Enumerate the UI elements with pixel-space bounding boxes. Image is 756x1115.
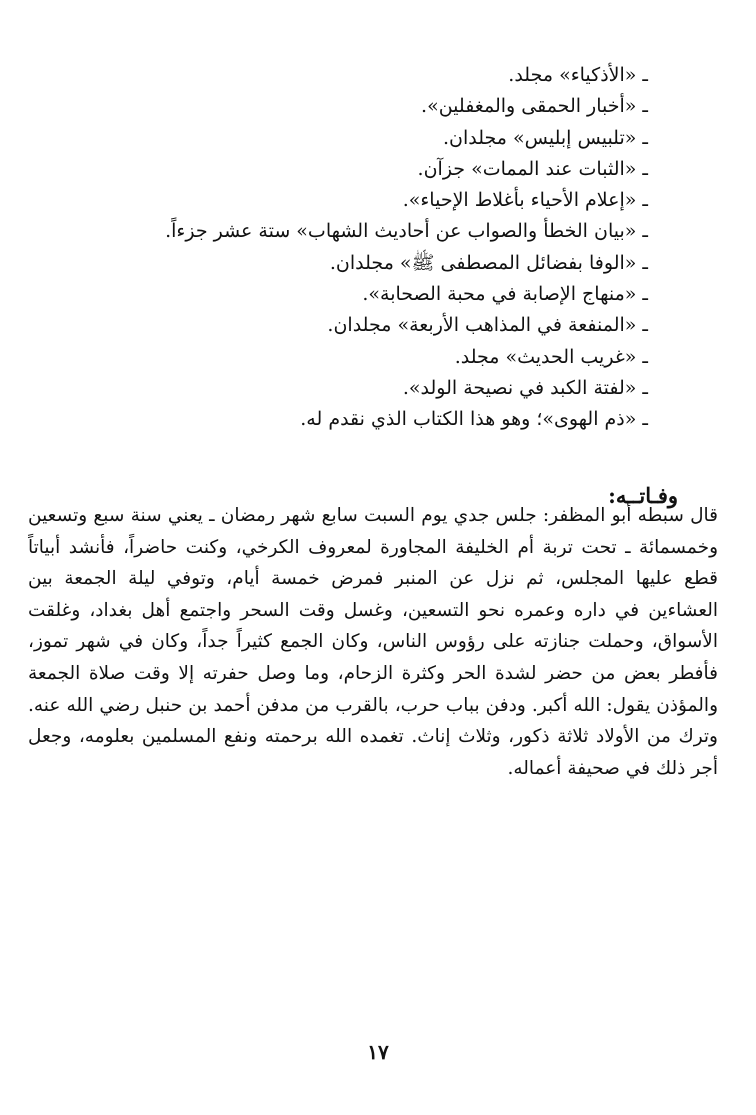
book-item: ـ «المنفعة في المذاهب الأربعة» مجلدان. xyxy=(327,314,648,337)
book-item: ـ «لفتة الكبد في نصيحة الولد». xyxy=(402,376,648,399)
book-item: ـ «تلبيس إبليس» مجلدان. xyxy=(443,126,648,149)
book-item: ـ «منهاج الإصابة في محبة الصحابة». xyxy=(362,283,648,306)
book-item: ـ «غريب الحديث» مجلد. xyxy=(454,345,648,368)
book-item: ـ «الأذكياء» مجلد. xyxy=(508,64,648,86)
section-heading: وفـاتــه: xyxy=(608,483,678,508)
book-item: ـ «الثبات عند الممات» جزآن. xyxy=(417,157,648,180)
death-paragraph: قال سبطه أبو المظفر: جلس جدي يوم السبت سابع شهر رمضان ـ يعني سنة سبع وتسعين وخمسمائة ـ تحت تربة أم الخليفة المجاورة لمعروف الكرخي، وكنت حاضراً، فأنشد أبياتاً قطع عليها المجلس، ثم نزل عن المنبر فمرض خمسة أيام، وتوفي ليلة الجمعة بين العشاءين في داره وعمره نحو التسعين، وغسل وقت السحر واجتمع أهل بغداد، وغلقت الأسواق، وحملت جنازته على رؤوس الناس، وكان الجمع كثيراً جداً، وكان في شهر تموز، فأفطر بعض من حضر لشدة الحر وكثرة الزحام، وما وصل حفرته إلا وقت صلاة الجمعة والمؤذن يقول: الله أكبر. ودفن بباب حرب، بالقرب من مدفن أحمد بن حنبل رضي الله عنه. وترك من الأولاد ثلاثة ذكور، وثلاث إناث. تغمده الله برحمته ونفع المسلمين بعلومه، وجعل أجر ذلك في صحيفة أعماله. xyxy=(28,505,718,779)
book-item: ـ «الوفا بفضائل المصطفى ﷺ» مجلدان. xyxy=(329,251,648,274)
book-item: ـ «بيان الخطأ والصواب عن أحاديث الشهاب» ستة عشر جزءاً. xyxy=(165,220,648,243)
book-item: ـ «إعلام الأحياء بأغلاط الإحياء». xyxy=(402,189,648,212)
book-item: ـ «أخبار الحمقى والمغفلين». xyxy=(421,95,648,118)
page-number: ١٧ xyxy=(367,1040,389,1064)
book-item: ـ «ذم الهوى»؛ وهو هذا الكتاب الذي نقدم له. xyxy=(300,408,648,431)
books-list xyxy=(88,60,648,436)
